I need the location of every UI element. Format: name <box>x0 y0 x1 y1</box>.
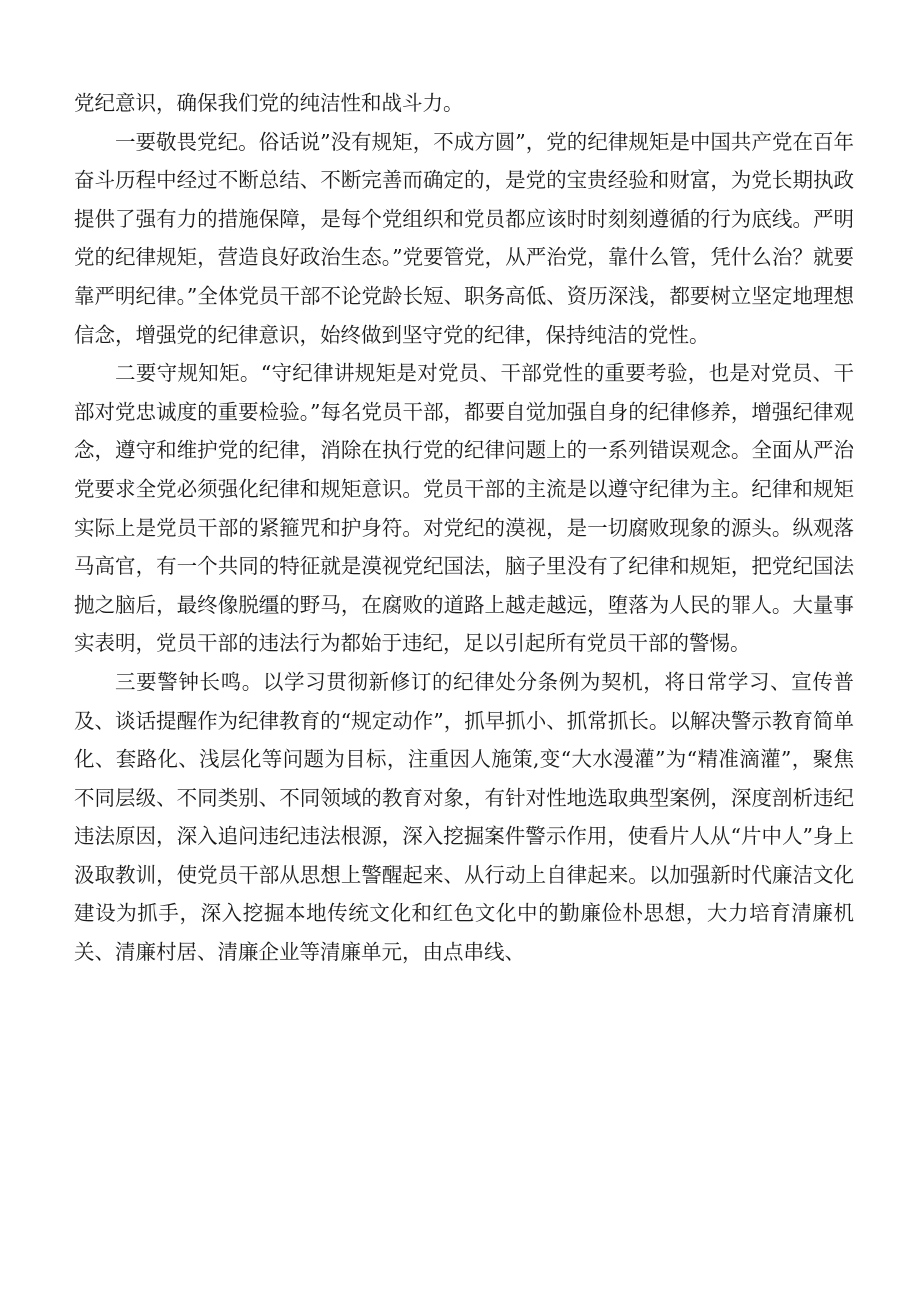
paragraph-follow-rules: 二要守规知矩。“守纪律讲规矩是对党员、干部党性的重要考验，也是对党员、干部对党忠诚度的重要检验。”每名党员干部，都要自觉加强自身的纪律修养，增强纪律观念，遵守和维护党的纪律，消除在执行党的纪律问题上的一系列错误观念。全面从严治党要求全党必须强化纪律和规矩意识。党员干部的主流是以遵守纪律为主。纪律和规矩实际上是党员干部的紧箍咒和护身符。对党纪的漠视，是一切腐败现象的源头。纵观落马高官，有一个共同的特征就是漠视党纪国法，脑子里没有了纪律和规矩，把党纪国法抛之脑后，最终像脱缰的野马，在腐败的道路上越走越远，堕落为人民的罪人。大量事实表明，党员干部的违法行为都始于违纪，足以引起所有党员干部的警惕。 <box>74 361 854 656</box>
paragraph-continuation: 党纪意识，确保我们党的纯洁性和战斗力。 <box>74 91 464 115</box>
paragraph-respect-discipline: 一要敬畏党纪。俗话说”没有规矩，不成方圆”，党的纪律规矩是中国共产党在百年奋斗历程中经过不断总结、不断完善而确定的，是党的宝贵经验和财富，为党长期执政提供了强有力的措施保障，是每个党组织和党员都应该时时刻刻遵循的行为底线。严明党的纪律规矩，营造良好政治生态。”党要管党，从严治党，靠什么管，凭什么治？就要靠严明纪律。”全体党员干部不论党龄长短、职务高低、资历深浅，都要树立坚定地理想信念，增强党的纪律意识，始终做到坚守党的纪律，保持纯洁的党性。 <box>74 129 854 347</box>
document-body <box>74 84 854 972</box>
paragraph-alarm-bell: 三要警钟长鸣。以学习贯彻新修订的纪律处分条例为契机，将日常学习、宣传普及、谈话提醒作为纪律教育的“规定动作”，抓早抓小、抓常抓长。以解决警示教育简单化、套路化、浅层化等问题为目标，注重因人施策,变“大水漫灌”为“精准滴灌”，聚焦不同层级、不同类别、不同领域的教育对象，有针对性地选取典型案例，深度剖析违纪违法原因，深入追问违纪违法根源，深入挖掘案件警示作用，使看片人从“片中人”身上汲取教训，使党员干部从思想上警醒起来、从行动上自律起来。以加强新时代廉洁文化建设为抓手，深入挖掘本地传统文化和红色文化中的勤廉俭朴思想，大力培育清廉机关、清廉村居、清廉企业等清廉单元，由点串线、 <box>74 669 854 965</box>
